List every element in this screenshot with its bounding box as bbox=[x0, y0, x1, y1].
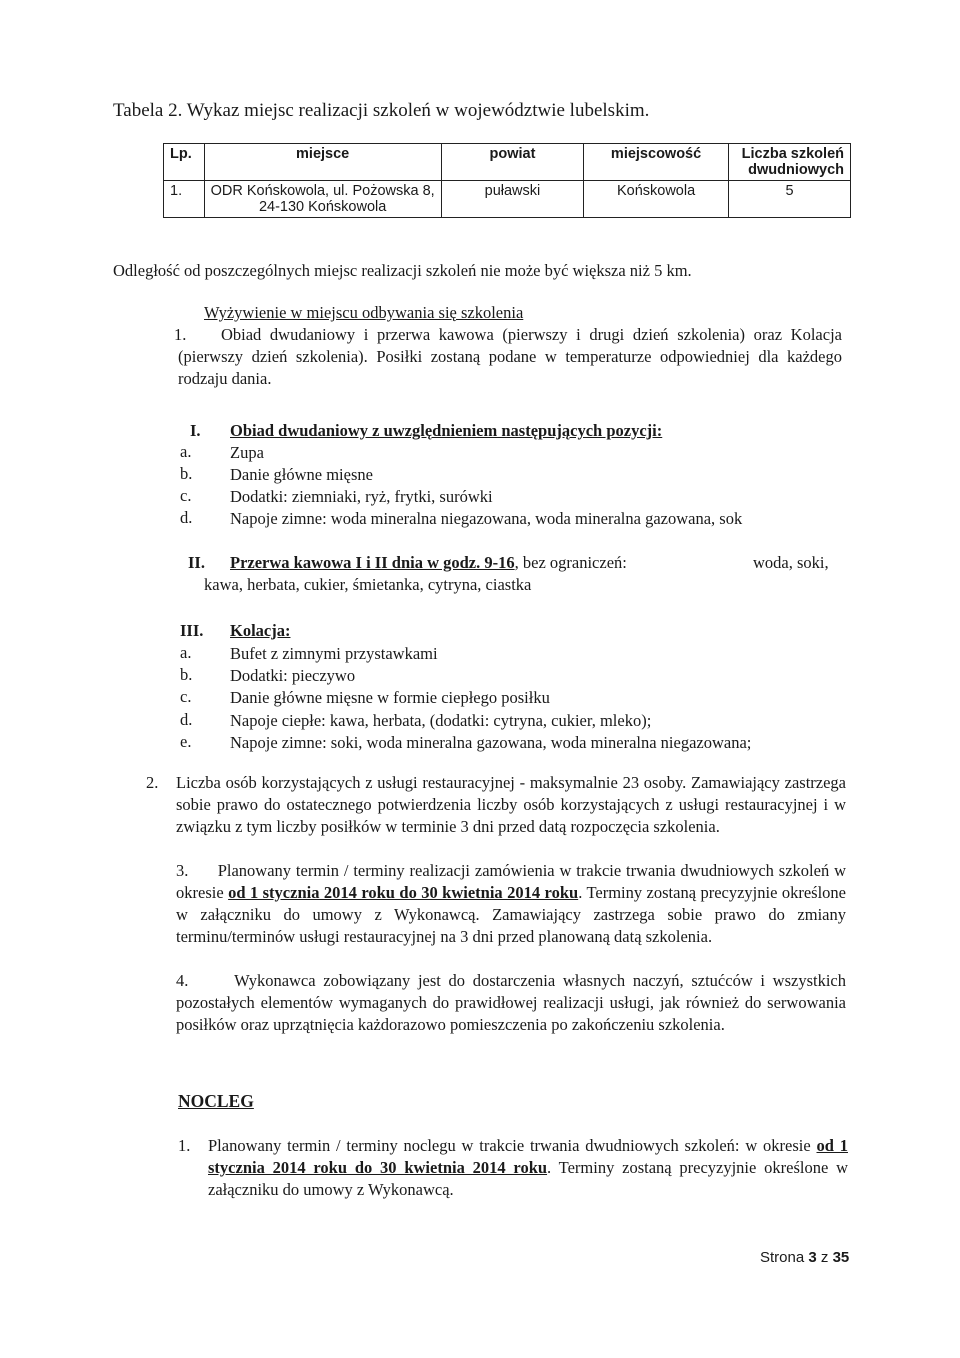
paragraph-3-number: 3. bbox=[176, 861, 189, 880]
cell-lp: 1. bbox=[164, 181, 205, 218]
section-ii-line2: kawa, herbata, cukier, śmietanka, cytryna, ciastka bbox=[204, 575, 532, 594]
col-header-miejscowosc: miejscowość bbox=[584, 144, 729, 181]
paragraph-1-text: Obiad dwudaniowy i przerwa kawowa (pierwszy i drugi dzień szkolenia) oraz Kolacja (pierwszy dzień szkolenia). Posiłki zostaną podane w temperaturze odpowiedniej dla każdego rodzaju dania. bbox=[178, 325, 842, 388]
paragraph-4-text: Wykonawca zobowiązany jest do dostarczenia własnych naczyń, sztućców i wszystkich pozostałych elementów wymaganych do prawidłowej realizacji usługi, jak również do serwowania posiłków oraz uprzątnięcia każdorazowo pomieszczenia po zakończeniu szkolenia. bbox=[176, 971, 846, 1034]
paragraph-3-pre: Planowany termin / terminy realizacji zamówienia w trakcie trwania dwudniowych szkoleń w okresie bbox=[176, 861, 847, 902]
page-number-footer bbox=[760, 1249, 849, 1266]
col-header-miejsce: miejsce bbox=[204, 144, 441, 181]
paragraph-4 bbox=[176, 970, 846, 1036]
col-header-lp: Lp. bbox=[164, 144, 205, 181]
section-i-letter-a: a. bbox=[180, 442, 192, 461]
section-i-number: I. bbox=[190, 421, 201, 440]
nocleg-1 bbox=[208, 1135, 848, 1201]
section-i-item-c: Dodatki: ziemniaki, ryż, frytki, surówki bbox=[230, 487, 493, 506]
paragraph-2-number: 2. bbox=[146, 773, 159, 792]
food-heading: Wyżywienie w miejscu odbywania się szkolenia bbox=[204, 303, 524, 322]
section-iii-item-b: Dodatki: pieczywo bbox=[230, 666, 356, 685]
paragraph-2-text: Liczba osób korzystających z usługi restauracyjnej - maksymalnie 23 osoby. Zamawiający zastrzega sobie prawo do ostatecznego potwierdzenia liczby osób korzystających z usługi restauracyjnej i w związku z tym liczby posiłków w terminie 3 dni przed datą rozpoczęcia szkolenia. bbox=[176, 773, 846, 836]
table-caption: Tabela 2. Wykaz miejsc realizacji szkoleń w województwie lubelskim. bbox=[113, 100, 650, 121]
nocleg-heading: NOCLEG bbox=[178, 1091, 254, 1111]
paragraph-4-number: 4. bbox=[176, 971, 189, 990]
section-iii-number: III. bbox=[180, 621, 204, 640]
section-iii-item-e: Napoje zimne: soki, woda mineralna gazowana, woda mineralna niegazowana; bbox=[230, 733, 752, 752]
section-ii-rest2: woda, soki, bbox=[753, 553, 829, 572]
nocleg-1-pre: Planowany termin / terminy noclegu w trakcie trwania dwudniowych szkoleń: w okresie bbox=[208, 1136, 817, 1155]
nocleg-1-post: . Terminy zostaną precyzyjnie określone w załączniku do umowy z Wykonawcą. bbox=[208, 1158, 848, 1199]
footer-prefix: Strona bbox=[760, 1249, 809, 1266]
cell-liczba-szkolen: 5 bbox=[728, 181, 850, 218]
section-iii-title: Kolacja: bbox=[230, 621, 291, 640]
section-iii-letter-d: d. bbox=[180, 710, 193, 729]
table-header-row bbox=[164, 144, 851, 181]
section-i-item-b: Danie główne mięsne bbox=[230, 465, 373, 484]
cell-powiat: puławski bbox=[441, 181, 583, 218]
cell-miejsce: ODR Końskowola, ul. Pożowska 8, 24-130 Końskowola bbox=[204, 181, 441, 218]
section-i-item-a: Zupa bbox=[230, 443, 264, 462]
footer-page: 3 bbox=[808, 1249, 817, 1266]
section-ii-number: II. bbox=[188, 553, 205, 572]
col-header-liczba-szkolen: Liczba szkoleń dwudniowych bbox=[728, 144, 850, 181]
paragraph-3-post: . Terminy zostaną precyzyjnie określone w załączniku do umowy z Wykonawcą. Zamawiający zastrzega sobie prawo do zmiany terminu/terminów usługi restauracyjnej na 3 dni przed planowaną datą szkolenia. bbox=[176, 883, 846, 946]
section-ii-rest1: , bez ograniczeń: bbox=[514, 553, 627, 572]
section-iii-letter-b: b. bbox=[180, 665, 193, 684]
section-iii-item-c: Danie główne mięsne w formie ciepłego posiłku bbox=[230, 688, 550, 707]
paragraph-3-dates: od 1 stycznia 2014 roku do 30 kwietnia 2014 roku bbox=[228, 883, 579, 902]
paragraph-1 bbox=[174, 324, 842, 390]
nocleg-1-number: 1. bbox=[178, 1136, 191, 1155]
distance-note: Odległość od poszczególnych miejsc realizacji szkoleń nie może być większa niż 5 km. bbox=[113, 261, 692, 280]
paragraph-3 bbox=[176, 860, 846, 948]
section-i-letter-b: b. bbox=[180, 464, 193, 483]
table-row bbox=[164, 181, 851, 218]
section-i-letter-d: d. bbox=[180, 508, 193, 527]
training-locations-table bbox=[163, 143, 851, 218]
section-ii-title: Przerwa kawowa I i II dnia w godz. 9-16 bbox=[230, 553, 515, 572]
section-ii-line1 bbox=[230, 552, 627, 574]
footer-sep: z bbox=[816, 1249, 833, 1266]
section-iii-item-d: Napoje ciepłe: kawa, herbata, (dodatki: cytryna, cukier, mleko); bbox=[230, 711, 652, 730]
col-header-powiat: powiat bbox=[441, 144, 583, 181]
cell-miejscowosc: Końskowola bbox=[584, 181, 729, 218]
section-i-letter-c: c. bbox=[180, 486, 192, 505]
section-iii-item-a: Bufet z zimnymi przystawkami bbox=[230, 644, 438, 663]
nocleg-1-dates: od 1 stycznia 2014 roku do 30 kwietnia 2014 roku bbox=[208, 1136, 848, 1177]
section-iii-letter-c: c. bbox=[180, 687, 192, 706]
section-i-title: Obiad dwudaniowy z uwzględnieniem następujących pozycji: bbox=[230, 421, 663, 440]
section-i-item-d: Napoje zimne: woda mineralna niegazowana, woda mineralna gazowana, sok bbox=[230, 509, 743, 528]
section-iii-letter-a: a. bbox=[180, 643, 192, 662]
section-iii-letter-e: e. bbox=[180, 732, 192, 751]
paragraph-1-number: 1. bbox=[174, 325, 187, 344]
footer-total: 35 bbox=[832, 1249, 850, 1266]
